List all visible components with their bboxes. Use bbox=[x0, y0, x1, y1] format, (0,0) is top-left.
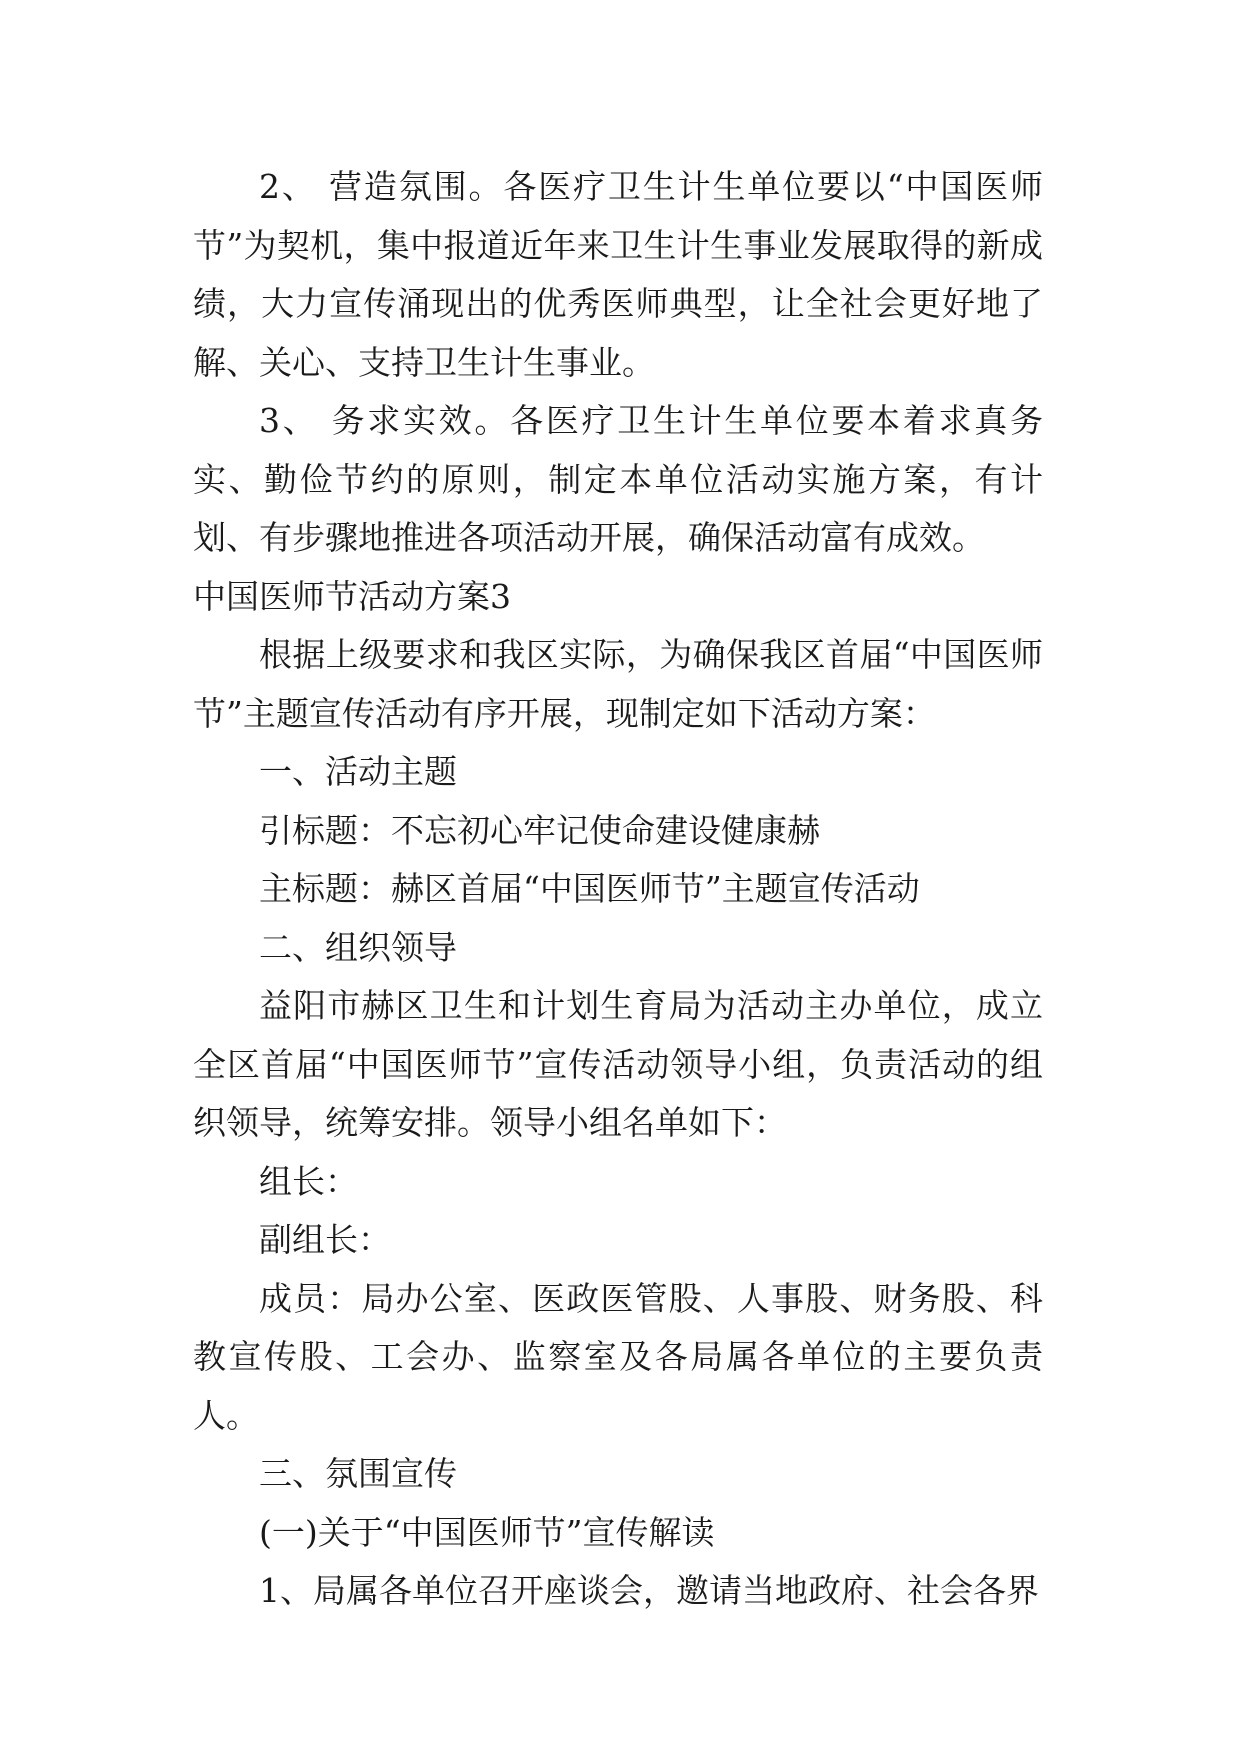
paragraph-lead-title: 引标题：不忘初心牢记使命建设健康赫 bbox=[259, 810, 820, 850]
subheading-publicity-interpretation: (一)关于“中国医师节”宣传解读 bbox=[259, 1512, 715, 1552]
section-title-plan-3: 中国医师节活动方案3 bbox=[193, 576, 511, 616]
paragraph-group-leader: 组长： bbox=[259, 1161, 358, 1201]
paragraph-main-title: 主标题：赫区首届“中国医师节”主题宣传活动 bbox=[259, 869, 920, 908]
paragraph-seek-results: 3、 务求实效。各医疗卫生计生单位要本着求真务实、勤俭节约的原则，制定本单位活动实施方案，有计划、有步骤地推进各项活动开展，确保活动富有成效。 bbox=[193, 401, 1043, 557]
paragraph-create-atmosphere: 2、 营造氛围。各医疗卫生计生单位要以“中国医师节”为契机，集中报道近年来卫生计生事业发展取得的新成绩，大力宣传涌现出的优秀医师典型，让全社会更好地了解、关心、支持卫生计生事业。 bbox=[193, 167, 1043, 382]
paragraph-members: 成员：局办公室、医政医管股、人事股、财务股、科教宣传股、工会办、监察室及各局属各单位的主要负责人。 bbox=[193, 1278, 1043, 1435]
paragraph-organizer: 益阳市赫区卫生和计划生育局为活动主办单位，成立全区首届“中国医师节”宣传活动领导小组，负责活动的组织领导，统筹安排。领导小组名单如下： bbox=[193, 986, 1043, 1142]
heading-activity-theme: 一、活动主题 bbox=[259, 752, 457, 791]
paragraph-deputy-leader: 副组长： bbox=[259, 1220, 391, 1259]
document-body bbox=[193, 158, 1043, 1621]
paragraph-intro: 根据上级要求和我区实际，为确保我区首届“中国医师节”主题宣传活动有序开展，现制定如下活动方案： bbox=[193, 635, 1043, 733]
heading-organization-leadership: 二、组织领导 bbox=[259, 927, 457, 967]
paragraph-symposium: 1、局属各单位召开座谈会，邀请当地政府、社会各界 bbox=[259, 1571, 1039, 1610]
heading-atmosphere-publicity: 三、氛围宣传 bbox=[259, 1454, 457, 1493]
